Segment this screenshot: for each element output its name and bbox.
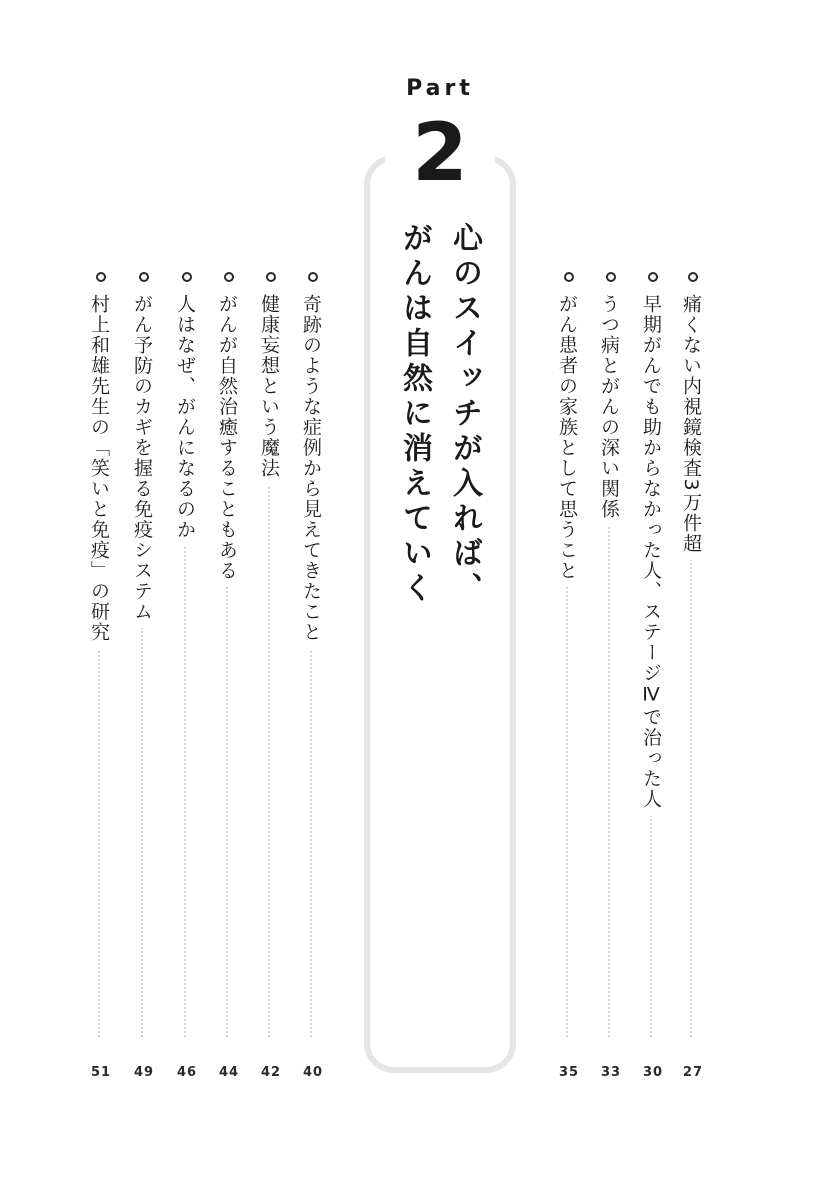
toc-entry-title: 早期がんでも助からなかった人、ステージⅣで治った人 (641, 294, 660, 816)
toc-entry-page: 30 (642, 1065, 664, 1080)
toc-entry[interactable] (88, 272, 115, 1080)
toc-entry[interactable] (556, 272, 583, 1080)
toc-entry-page: 35 (558, 1065, 580, 1080)
bullet-circle-icon (564, 272, 574, 282)
toc-entry-page: 44 (218, 1065, 240, 1080)
toc-entry[interactable] (300, 272, 327, 1080)
part-label: Part (406, 76, 474, 101)
toc-entry-title: 奇跡のような症例から見えてきたこと (301, 294, 320, 649)
toc-entry-page: 46 (176, 1065, 198, 1080)
bullet-circle-icon (308, 272, 318, 282)
toc-entry-page: 42 (260, 1065, 282, 1080)
toc-entry-title: うつ病とがんの深い関係 (599, 294, 618, 526)
toc-entry[interactable] (680, 272, 707, 1080)
bullet-circle-icon (139, 272, 149, 282)
toc-entry-title: がんが自然治癒することもある (217, 294, 236, 587)
bullet-circle-icon (182, 272, 192, 282)
bullet-circle-icon (648, 272, 658, 282)
part-title-line-2: がんは自然に消えていく (397, 222, 432, 607)
toc-entry-page: 27 (682, 1065, 704, 1080)
toc-entry-title: がん予防のカギを握る免疫システム (132, 294, 151, 628)
toc-entry-title: 村上和雄先生の「笑いと免疫」の研究 (89, 294, 108, 649)
toc-entry-page: 49 (133, 1065, 155, 1080)
toc-entry-page: 33 (600, 1065, 622, 1080)
toc-entry[interactable] (131, 272, 158, 1080)
bullet-circle-icon (224, 272, 234, 282)
part-title-line-1: 心のスイッチが入れば、 (447, 222, 482, 607)
toc-entry[interactable] (216, 272, 243, 1080)
toc-entry-page: 51 (90, 1065, 112, 1080)
toc-entry-title: 人はなぜ、がんになるのか (175, 294, 194, 546)
toc-entry[interactable] (258, 272, 285, 1080)
bullet-circle-icon (266, 272, 276, 282)
bullet-circle-icon (96, 272, 106, 282)
toc-entry-title: がん患者の家族として思うこと (557, 294, 576, 587)
toc-entry[interactable] (598, 272, 625, 1080)
toc-entry-title: 健康妄想という魔法 (259, 294, 278, 485)
bullet-circle-icon (688, 272, 698, 282)
toc-entry[interactable] (174, 272, 201, 1080)
toc-entry-page: 40 (302, 1065, 324, 1080)
part-title-frame (364, 155, 516, 1073)
part-number: 2 (385, 108, 495, 198)
bullet-circle-icon (606, 272, 616, 282)
toc-entry-title: 痛くない内視鏡検査3万件超 (681, 294, 700, 560)
toc-entry[interactable] (640, 272, 667, 1080)
